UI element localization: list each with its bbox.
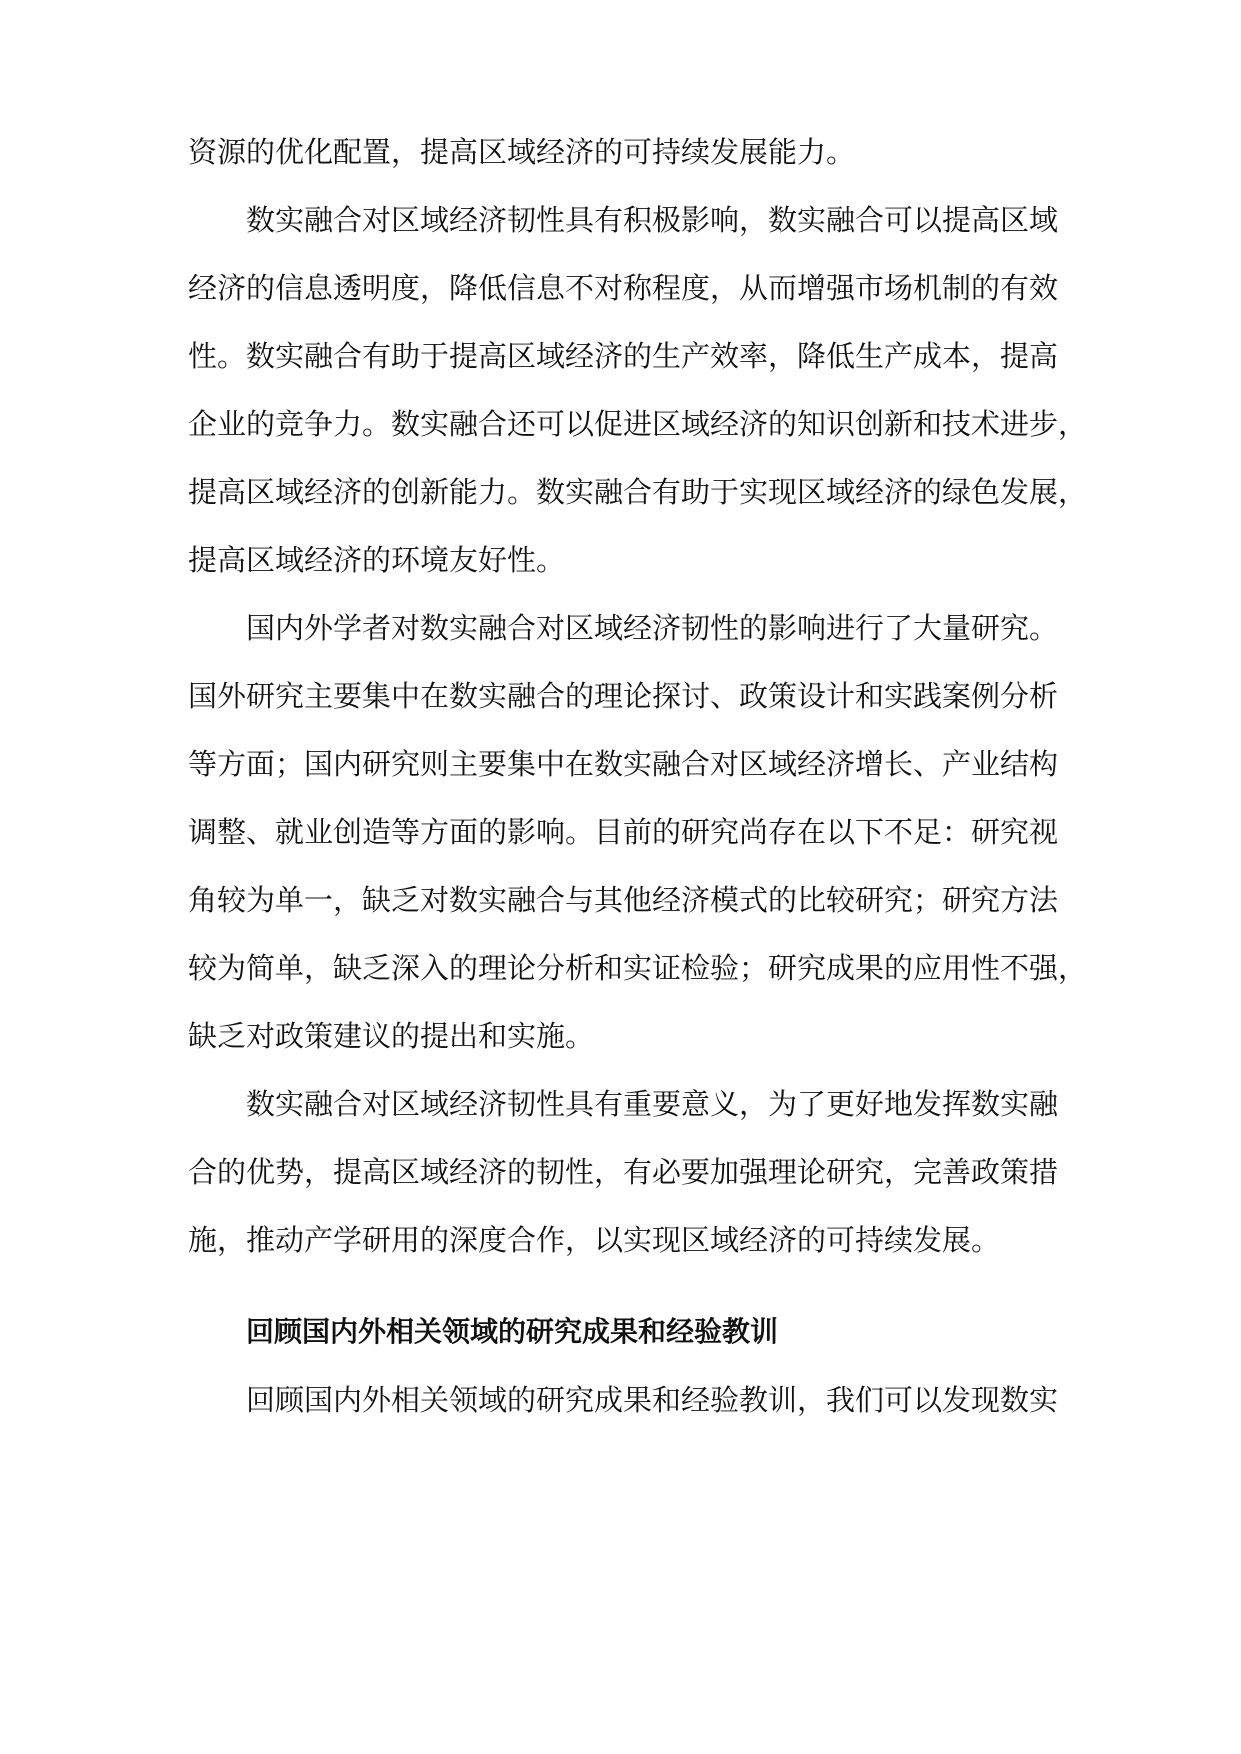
- paragraph-line: 性。数实融合有助于提高区域经济的生产效率，降低生产成本，提高: [188, 339, 1059, 373]
- paragraph-line: 施，推动产学研用的深度合作，以实现区域经济的可持续发展。: [188, 1223, 1001, 1257]
- paragraph-line: 提高区域经济的环境友好性。: [188, 543, 566, 577]
- paragraph-line: 提高区域经济的创新能力。数实融合有助于实现区域经济的绿色发展，: [188, 475, 1088, 509]
- paragraph-line: 等方面；国内研究则主要集中在数实融合对区域经济增长、产业结构: [188, 747, 1059, 781]
- paragraph-line: 角较为单一，缺乏对数实融合与其他经济模式的比较研究；研究方法: [188, 883, 1059, 917]
- paragraph-line: 资源的优化配置，提高区域经济的可持续发展能力。: [188, 135, 856, 169]
- paragraph-line: 国内外学者对数实融合对区域经济韧性的影响进行了大量研究。: [246, 611, 1059, 645]
- paragraph-line: 数实融合对区域经济韧性具有重要意义，为了更好地发挥数实融: [246, 1087, 1059, 1121]
- paragraph-line: 合的优势，提高区域经济的韧性，有必要加强理论研究，完善政策措: [188, 1155, 1059, 1189]
- paragraph-line: 回顾国内外相关领域的研究成果和经验教训，我们可以发现数实: [246, 1383, 1059, 1417]
- paragraph-line: 企业的竞争力。数实融合还可以促进区域经济的知识创新和技术进步，: [188, 407, 1088, 441]
- paragraph-line: 国外研究主要集中在数实融合的理论探讨、政策设计和实践案例分析: [188, 679, 1059, 713]
- paragraph-line: 较为简单，缺乏深入的理论分析和实证检验；研究成果的应用性不强，: [188, 951, 1088, 985]
- paragraph-line: 数实融合对区域经济韧性具有积极影响，数实融合可以提高区域: [246, 203, 1059, 237]
- section-heading: 回顾国内外相关领域的研究成果和经验教训: [246, 1315, 779, 1348]
- paragraph-line: 缺乏对政策建议的提出和实施。: [188, 1019, 595, 1053]
- paragraph-line: 调整、就业创造等方面的影响。目前的研究尚存在以下不足：研究视: [188, 815, 1059, 849]
- paragraph-line: 经济的信息透明度，降低信息不对称程度，从而增强市场机制的有效: [188, 271, 1059, 305]
